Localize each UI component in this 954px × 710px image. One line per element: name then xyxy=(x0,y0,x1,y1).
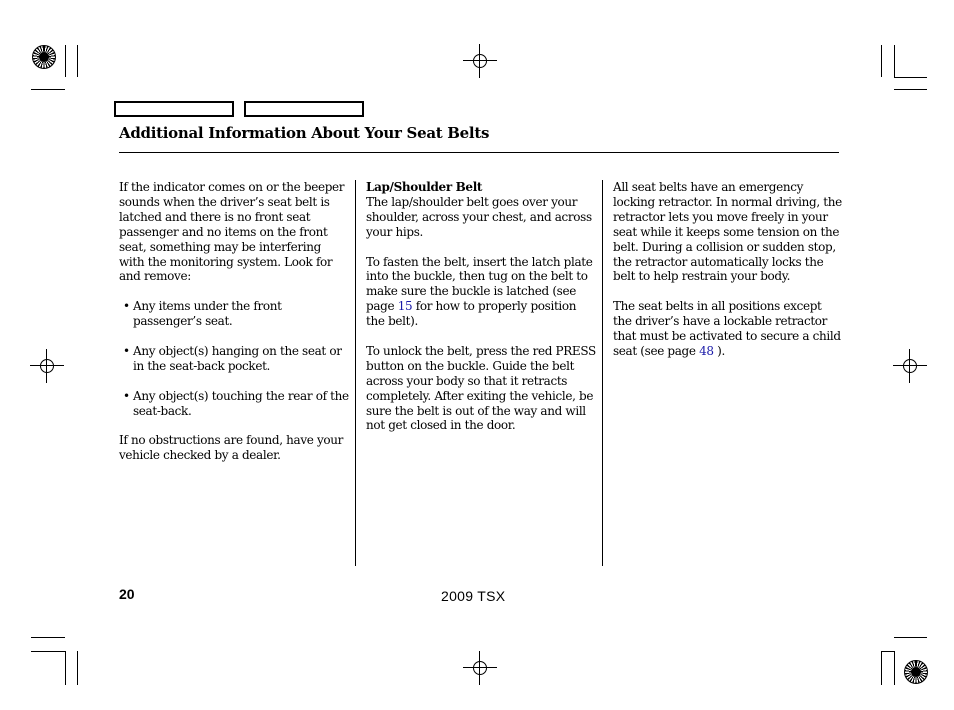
crop-mark xyxy=(77,45,78,77)
page-link[interactable]: 48 xyxy=(699,343,714,358)
crop-mark xyxy=(894,89,927,90)
paragraph-text: ). xyxy=(713,343,725,358)
crop-mark xyxy=(894,77,927,78)
paragraph: To unlock the belt, press the red PRESS button on the buckle. Guide the belt across your body so that it retracts completely. After exiting the vehicle, be sure the belt is out of the way and will not get closed in the door. xyxy=(366,343,596,433)
crop-mark xyxy=(894,637,927,638)
page-number: 20 xyxy=(119,586,135,602)
page-title: Additional Information About Your Seat Belts xyxy=(119,124,490,142)
header-tab xyxy=(114,101,234,117)
column-1 xyxy=(119,180,349,478)
crop-mark xyxy=(894,651,895,685)
column-separator xyxy=(355,180,356,566)
model-label: 2009 TSX xyxy=(441,588,506,604)
list-item xyxy=(119,299,349,329)
crosshair-icon xyxy=(893,349,927,383)
bullet-icon: • xyxy=(123,388,130,403)
section-heading: Lap/Shoulder Belt xyxy=(366,180,483,194)
list-item-text: Any object(s) touching the rear of the seat-back. xyxy=(133,388,349,418)
header-tab xyxy=(244,101,364,117)
page-link[interactable]: 15 xyxy=(397,299,413,314)
crosshair-icon xyxy=(463,44,497,78)
crosshair-icon xyxy=(463,651,497,685)
crosshair-icon xyxy=(30,349,64,383)
crop-mark xyxy=(881,651,882,685)
paragraph: If the indicator comes on or the beeper sounds when the driver’s seat belt is latched and there is no front seat passenger and no items on the front seat, something may be interfering with the monitoring system. Look for and remove: xyxy=(119,180,345,284)
paragraph-text: The seat belts in all positions except the driver’s have a lockable retractor that must be activated to secure a child seat (see page xyxy=(613,299,841,358)
crop-mark xyxy=(31,89,65,90)
bullet-icon: • xyxy=(123,343,130,358)
paragraph-text: To fasten the belt, insert the latch plate into the buckle, then tug on the belt to make sure the buckle is latched (see page xyxy=(366,254,593,314)
crop-mark xyxy=(31,651,65,652)
list-item-text: Any items under the front passenger’s seat. xyxy=(133,299,282,329)
paragraph: If no obstructions are found, have your vehicle checked by a dealer. xyxy=(119,433,344,463)
column-2 xyxy=(366,180,596,448)
paragraph-text: for how to properly position the belt). xyxy=(366,299,577,329)
crop-mark xyxy=(65,651,66,685)
paragraph xyxy=(613,299,843,359)
column-3 xyxy=(613,180,843,374)
registration-star-icon xyxy=(904,660,928,684)
column-separator xyxy=(602,180,603,566)
crop-mark xyxy=(77,651,78,685)
title-rule xyxy=(119,152,839,153)
crop-mark xyxy=(65,45,66,77)
crop-mark xyxy=(894,45,895,77)
paragraph xyxy=(366,255,596,330)
bullet-icon: • xyxy=(123,299,130,314)
registration-star-icon xyxy=(32,45,56,69)
crop-mark xyxy=(881,651,894,652)
paragraph: All seat belts have an emergency locking retractor. In normal driving, the retractor lets you move freely in your seat while it keeps some tension on the belt. During a collision or sudden stop, the retractor automatically locks the belt to help restrain your body. xyxy=(613,180,842,284)
list-item xyxy=(119,344,349,374)
crop-mark xyxy=(881,45,882,77)
crop-mark xyxy=(31,637,65,638)
list-item-text: Any object(s) hanging on the seat or in the seat-back pocket. xyxy=(133,343,342,373)
list-item xyxy=(119,389,349,419)
paragraph: The lap/shoulder belt goes over your shoulder, across your chest, and across your hips. xyxy=(366,194,592,239)
